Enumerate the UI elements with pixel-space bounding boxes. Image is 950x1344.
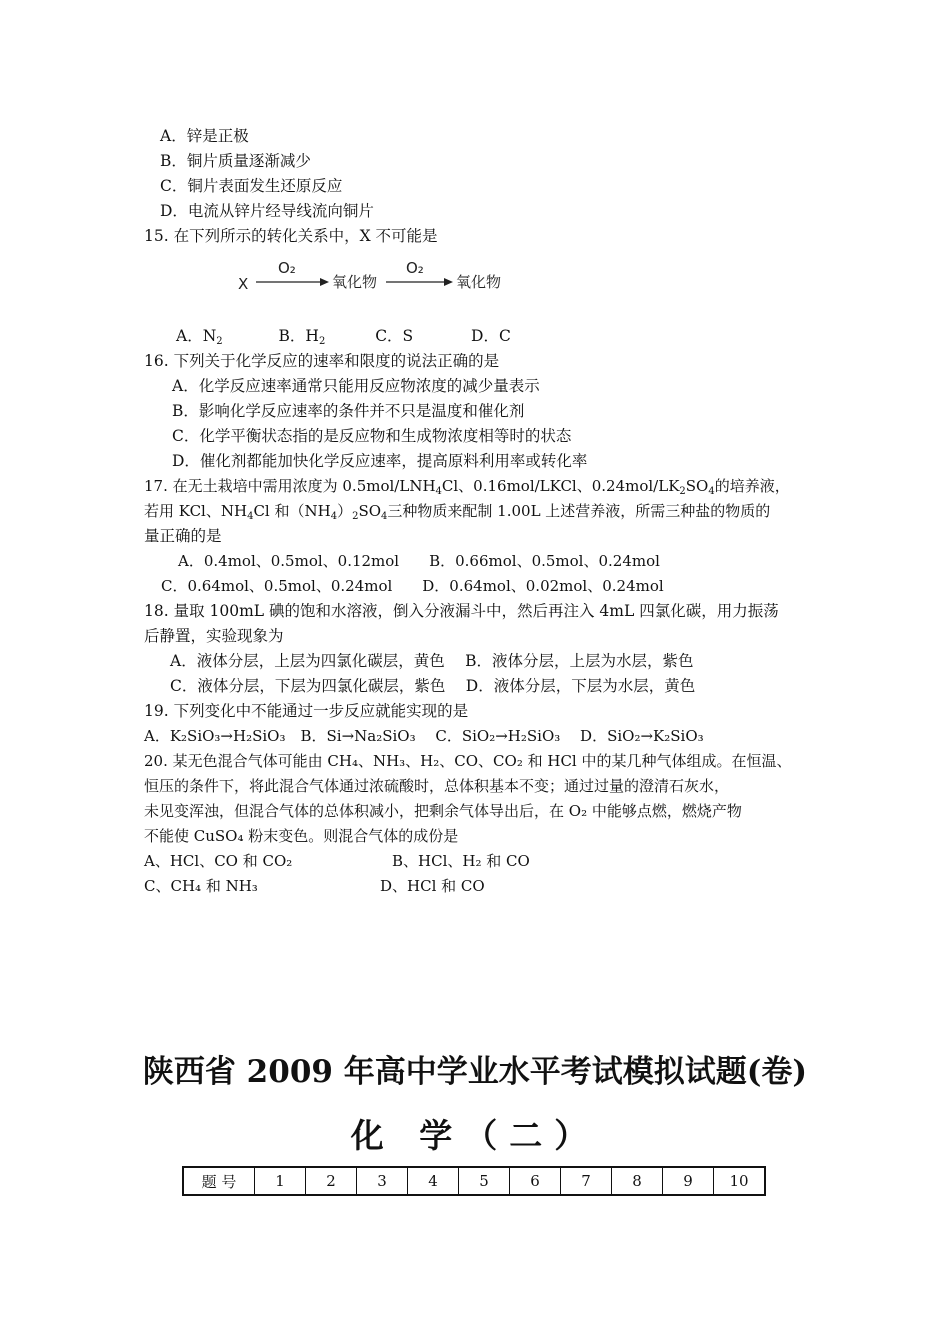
q20-line-2: 恒压的条件下，将此混合气体通过浓硫酸时，总体积基本不变；通过过量的澄清石灰水，	[144, 777, 730, 795]
q18-line-2: 后静置，实验现象为	[144, 627, 284, 645]
q20-option-d: D、HCl 和 CO	[380, 877, 485, 895]
arrow-1-head	[320, 278, 329, 286]
conversion-diagram	[236, 256, 526, 296]
subject-title: 化 学（二）	[350, 1116, 600, 1155]
q18-options-cd: C．液体分层，下层为四氯化碳层，紫色 D．液体分层，下层为水层，黄色	[170, 677, 696, 695]
q19-options: A．K₂SiO₃→H₂SiO₃ B．Si→Na₂SiO₃ C．SiO₂→H₂SiO₃ D．SiO₂→K₂SiO₃	[144, 727, 704, 745]
score-table-cell: 10	[714, 1167, 766, 1195]
q20-option-b: B、HCl、H₂ 和 CO	[392, 852, 530, 870]
q16-stem: 16. 下列关于化学反应的速率和限度的说法正确的是	[144, 352, 500, 370]
q15-option-b: B．$H_2$	[278, 327, 326, 347]
q14-option-c: C．铜片表面发生还原反应	[160, 177, 343, 195]
q17-options-ab: A．0.4mol、0.5mol、0.12mol B．0.66mol、0.5mol、0.24mol	[178, 552, 660, 570]
score-table-cell: 1	[255, 1167, 306, 1195]
q18-line-1: 18. 量取 100mL 碘的饱和水溶液，倒入分液漏斗中，然后再注入 4mL 四氯化碳，用力振荡	[144, 602, 779, 620]
diagram-product-2: 氧化物	[456, 273, 502, 291]
score-table-cell: 3	[357, 1167, 408, 1195]
q16-option-b: B．影响化学反应速率的条件并不只是温度和催化剂	[172, 402, 525, 420]
q17-line-2: 若用 KCl、$NH_4Cl$ 和$(NH_4)_2SO_4$三种物质来配制 1.00L 上述营养液，所需三种盐的物质的	[144, 502, 771, 522]
diagram-x: X	[238, 275, 249, 293]
score-table	[182, 1166, 766, 1196]
q16-option-a: A．化学反应速率通常只能用反应物浓度的减少量表示	[172, 377, 540, 395]
q19-stem: 19. 下列变化中不能通过一步反应就能实现的是	[144, 702, 469, 720]
q20-line-3: 未见变浑浊，但混合气体的总体积减小，把剩余气体导出后，在 O₂ 中能够点燃，燃烧产物	[144, 802, 742, 820]
q15-options	[176, 325, 511, 347]
score-table-cell: 4	[408, 1167, 459, 1195]
q17-line-1: 17. 在无土栽培中需用浓度为 $0.5mol/LNH_4Cl$、0.16mol/LKCl、$0.24mol/LK_2SO_4$的培养液，	[144, 477, 790, 497]
q15-option-a: A．$N_2$	[176, 327, 223, 347]
score-table-header: 题 号	[183, 1167, 255, 1195]
score-table-row	[183, 1167, 765, 1195]
q16-option-d: D．催化剂都能加快化学反应速率，提高原料利用率或转化率	[172, 452, 588, 470]
q18-options-ab: A．液体分层，上层为四氯化碳层，黄色 B．液体分层，上层为水层，紫色	[170, 652, 694, 670]
diagram-reagent-1: O₂	[278, 259, 296, 277]
score-table-cell: 6	[510, 1167, 561, 1195]
q17-line-3: 量正确的是	[144, 527, 222, 545]
score-table-cell: 9	[663, 1167, 714, 1195]
q16-option-c: C．化学平衡状态指的是反应物和生成物浓度相等时的状态	[172, 427, 572, 445]
q20-line-4: 不能使 CuSO₄ 粉末变色。则混合气体的成份是	[144, 827, 459, 845]
arrow-2-head	[444, 278, 453, 286]
q17-options-cd: C．0.64mol、0.5mol、0.24mol D．0.64mol、0.02mol、0.24mol	[161, 577, 664, 595]
score-table-cell: 8	[612, 1167, 663, 1195]
score-table-cell: 5	[459, 1167, 510, 1195]
q20-line-1: 20. 某无色混合气体可能由 CH₄、NH₃、H₂、CO、CO₂ 和 HCl 中的某几种气体组成。在恒温、	[144, 752, 792, 770]
score-table-cell: 7	[561, 1167, 612, 1195]
q20-option-c: C、CH₄ 和 NH₃	[144, 877, 258, 895]
q15-option-d: D．C	[471, 327, 511, 345]
q15-stem: 15. 在下列所示的转化关系中，X 不可能是	[144, 227, 438, 245]
q14-option-a: A．锌是正极	[160, 127, 249, 145]
q14-option-b: B．铜片质量逐渐减少	[160, 152, 311, 170]
exam-title: 陕西省 2009 年高中学业水平考试模拟试题(卷)	[142, 1054, 808, 1090]
score-table-cell: 2	[306, 1167, 357, 1195]
q14-option-d: D．电流从锌片经导线流向铜片	[160, 202, 374, 220]
diagram-product-1: 氧化物	[332, 273, 378, 291]
q15-option-c: C．S	[375, 327, 414, 345]
diagram-reagent-2: O₂	[406, 259, 424, 277]
q20-option-a: A、HCl、CO 和 CO₂	[144, 852, 293, 870]
